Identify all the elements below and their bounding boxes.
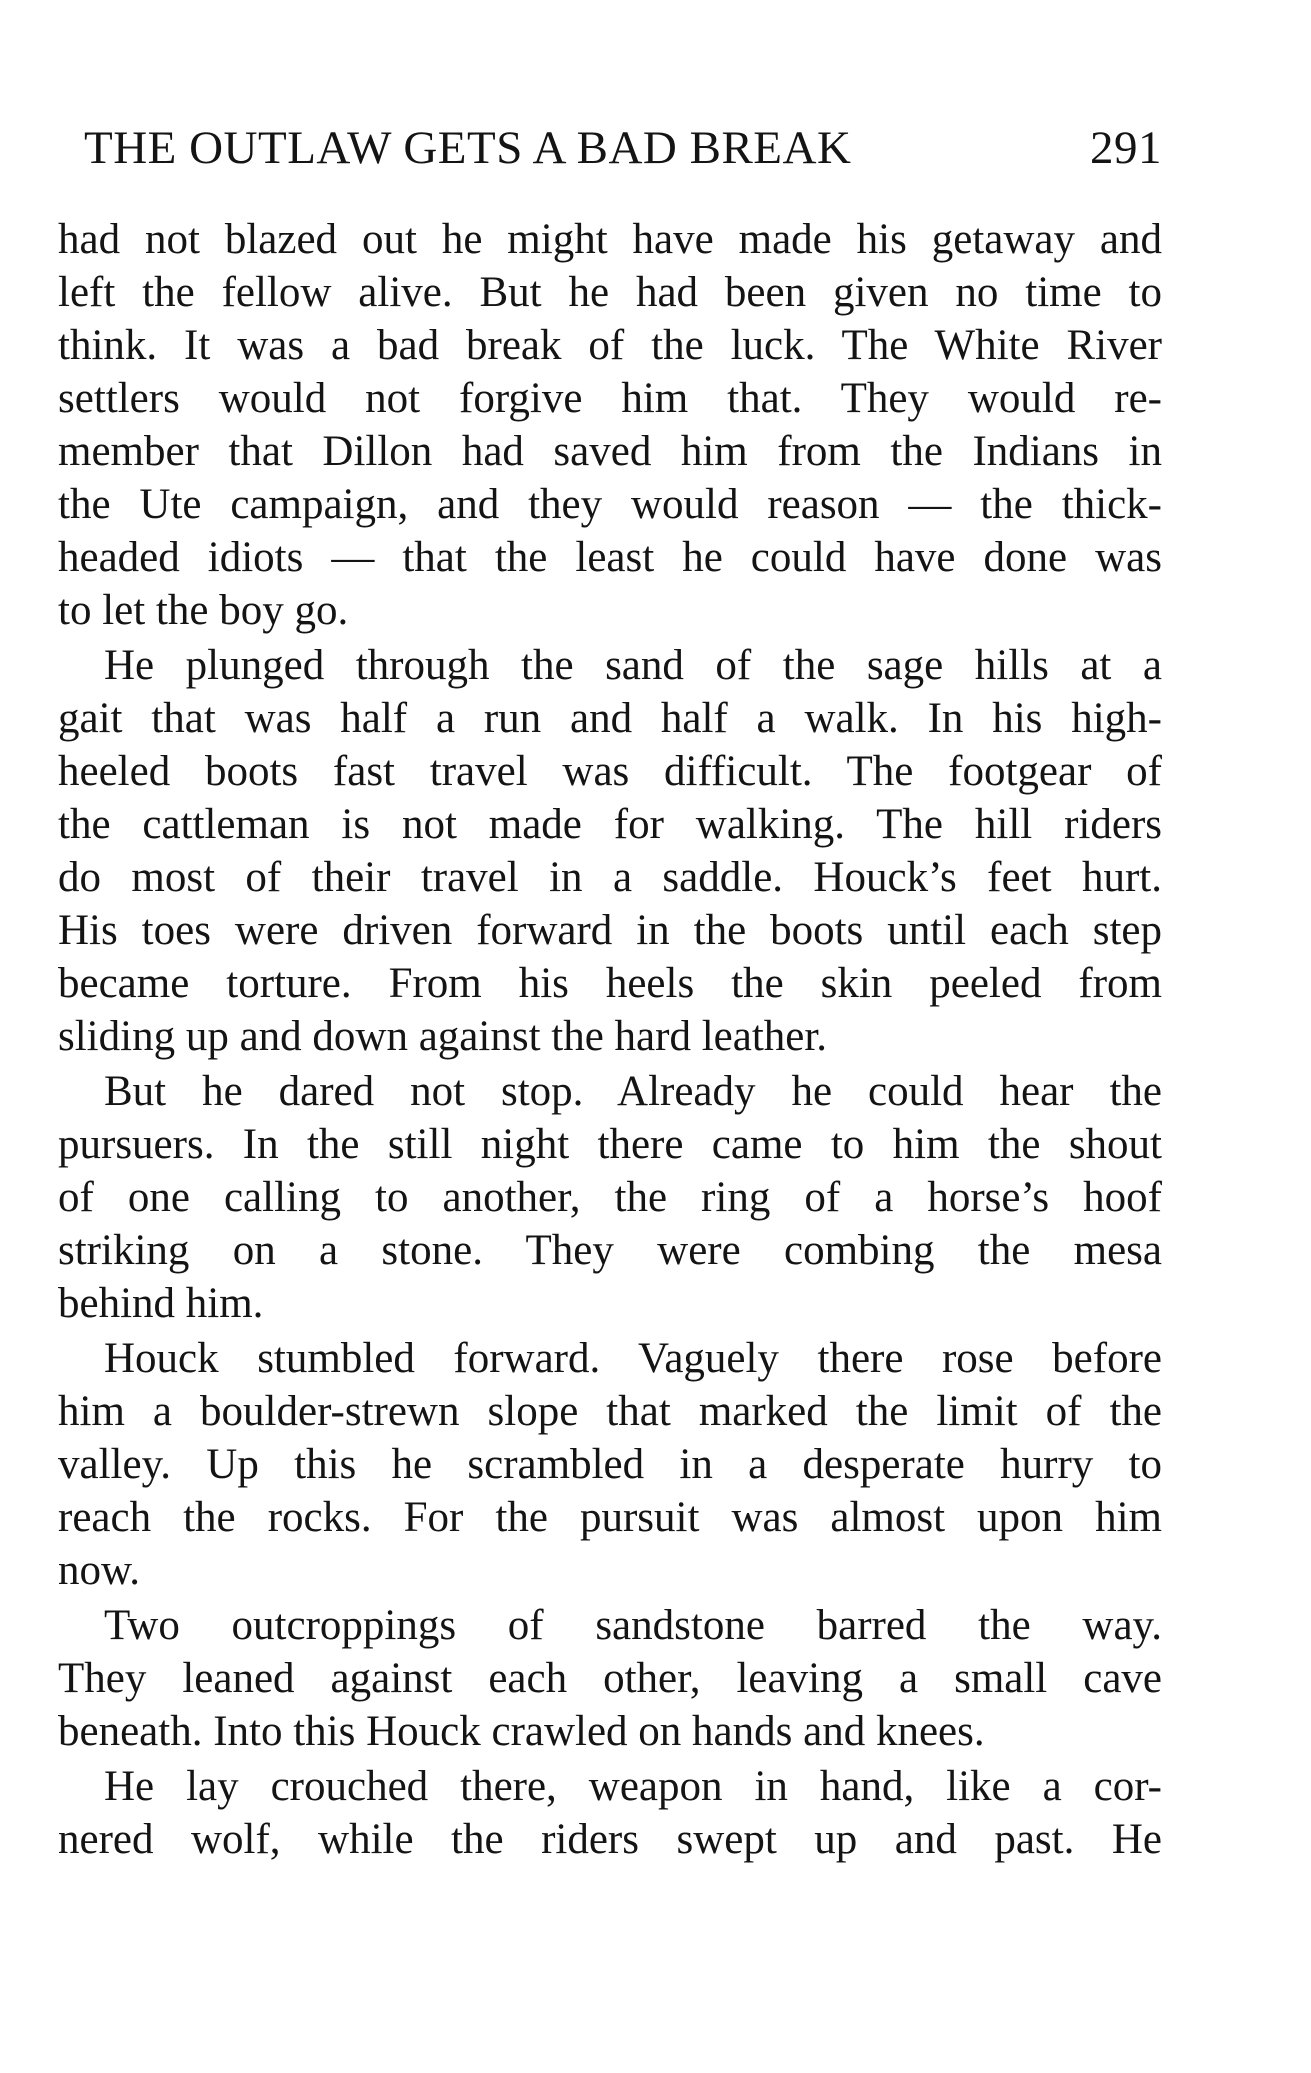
text-line: Houck stumbled forward. Vaguely there rose before (104, 1335, 1162, 1382)
paragraph (58, 1332, 1162, 1597)
running-head (84, 118, 1162, 178)
text-line: of one calling to another, the ring of a horse’s hoof (58, 1174, 1162, 1221)
text-line: Two outcroppings of sandstone barred the way. (104, 1602, 1162, 1649)
text-line: heeled boots fast travel was difficult. The footgear of (58, 748, 1162, 795)
paragraph (58, 639, 1162, 1063)
text-line: sliding up and down against the hard leather. (58, 1013, 828, 1060)
text-line: the cattleman is not made for walking. The hill riders (58, 801, 1162, 848)
paragraph (58, 1760, 1162, 1866)
text-line: He lay crouched there, weapon in hand, like a cor- (104, 1763, 1162, 1810)
text-line: His toes were driven forward in the boots until each step (58, 907, 1162, 954)
text-line: became torture. From his heels the skin peeled from (58, 960, 1162, 1007)
text-line: member that Dillon had saved him from the Indians in (58, 428, 1162, 475)
text-line: beneath. Into this Houck crawled on hands and knees. (58, 1708, 985, 1755)
text-line: the Ute campaign, and they would reason — the thick- (58, 481, 1162, 528)
text-line: had not blazed out he might have made his getaway and (58, 216, 1162, 263)
text-line: But he dared not stop. Already he could hear the (104, 1068, 1162, 1115)
text-line: striking on a stone. They were combing the mesa (58, 1227, 1162, 1274)
text-line: behind him. (58, 1280, 264, 1327)
text-line: reach the rocks. For the pursuit was almost upon him (58, 1494, 1162, 1541)
text-line: now. (58, 1547, 141, 1594)
text-line: settlers would not forgive him that. They would re- (58, 375, 1162, 422)
text-line: They leaned against each other, leaving a small cave (58, 1655, 1162, 1702)
text-line: gait that was half a run and half a walk. In his high- (58, 695, 1162, 742)
text-line: do most of their travel in a saddle. Houck’s feet hurt. (58, 854, 1162, 901)
body-text (58, 213, 1162, 1866)
text-line: to let the boy go. (58, 587, 349, 634)
paragraph (58, 1599, 1162, 1758)
text-line: headed idiots — that the least he could have done was (58, 534, 1162, 581)
text-line: pursuers. In the still night there came to him the shout (58, 1121, 1162, 1168)
text-line: left the fellow alive. But he had been given no time to (58, 269, 1162, 316)
text-line: him a boulder-strewn slope that marked the limit of the (58, 1388, 1162, 1435)
text-line: valley. Up this he scrambled in a desperate hurry to (58, 1441, 1162, 1488)
paragraph (58, 1065, 1162, 1330)
text-line: He plunged through the sand of the sage hills at a (104, 642, 1162, 689)
page-number: 291 (1090, 122, 1162, 174)
text-line: nered wolf, while the riders swept up and past. He (58, 1816, 1162, 1863)
text-line: think. It was a bad break of the luck. The White River (58, 322, 1162, 369)
chapter-title: THE OUTLAW GETS A BAD BREAK (84, 122, 852, 174)
paragraph (58, 213, 1162, 637)
